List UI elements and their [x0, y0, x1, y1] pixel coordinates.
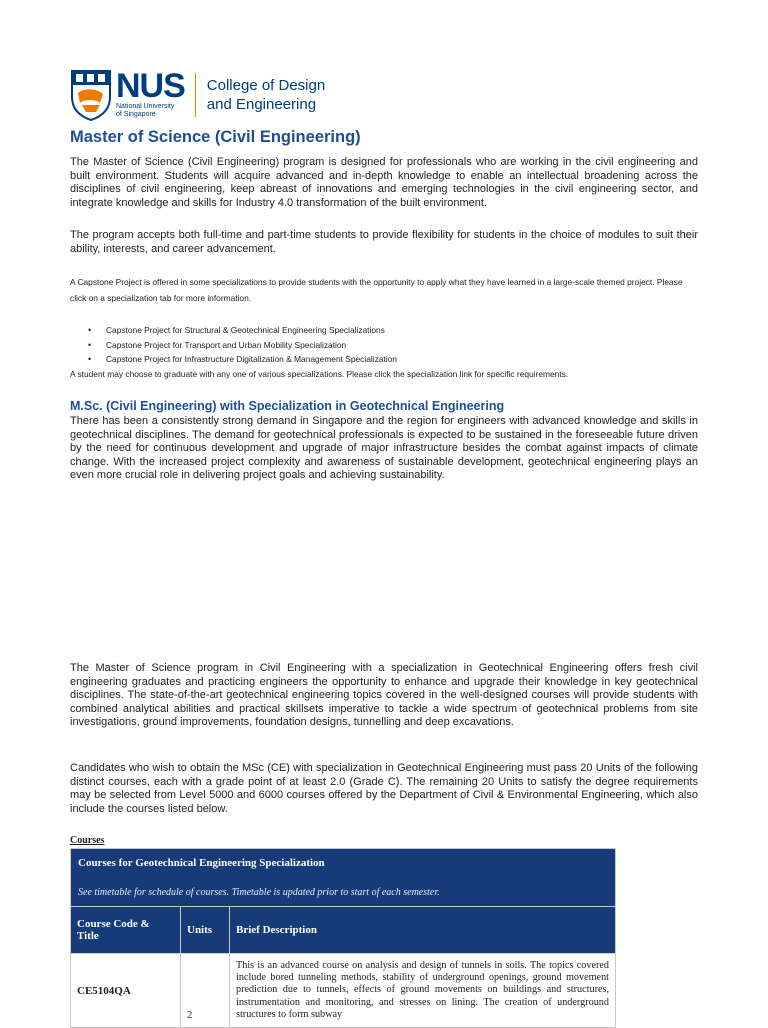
- table-title-row: [71, 849, 616, 907]
- specialization-paragraph-1: There has been a consistently strong demand in Singapore and the region for engineers with advanced knowledge and skills in geotechnical disciplines. The demand for geotechnical professionals is expected to be sustained in the foreseeable future driven by the need for continuous development and upgrade of major infrastructure besides the combat against impacts of climate change. With the increased project complexity and awareness of sustainable development, geotechnical engineering plays an even more crucial role in delivering project goals and achieving sustainability.: [70, 415, 698, 481]
- capstone-link-structural-geotechnical[interactable]: • Capstone Project for Structural & Geotechnical Engineering Specializations: [70, 323, 698, 338]
- table-row: [71, 954, 616, 1028]
- specialization-choice-note: A student may choose to graduate with any one of various specializations. Please click the specialization link for specific requirements.: [70, 369, 569, 379]
- specialization-title: M.Sc. (Civil Engineering) with Specialization in Geotechnical Engineering: [70, 399, 505, 413]
- header-logo[interactable]: [70, 68, 325, 122]
- course-description: This is an advanced course on analysis and design of tunnels in soils. The topics covered include bored tunneling methods, stability of underground openings, ground movement prediction due to tunnels, effects of ground movements on buildings and structures, instrumentation and monitoring, and stresses on lining. The creation of underground structures to form subway: [230, 954, 616, 1028]
- intro-paragraph-1: The Master of Science (Civil Engineering) program is designed for professionals who are working in the civil engineering and built environment. Students will acquire advanced and in-depth knowledge to enable an intellectual broadening across the disciplines of civil engineering, keep abreast of innovations and emerging technologies in the civil engineering sector, and integrate knowledge and skills for Industry 4.0 transformation of the built environment.: [70, 156, 698, 209]
- specialization-paragraph-2: The Master of Science program in Civil Engineering with a specialization in Geotechnical Engineering offers fresh civil engineering graduates and practicing engineers the opportunity to enhance and upgrade their knowledge in key geotechnical disciplines. The state-of-the-art geotechnical engineering topics covered in the well-designed courses will provide students with combined analytical abilities and practical skillsets imperative to tackle a wide spectrum of geotechnical problems from site investigations, ground improvements, foundation designs, tunnelling and deep excavations.: [70, 662, 698, 728]
- intro-paragraph-2: The program accepts both full-time and part-time students to provide flexibility for students in the choice of modules to suit their ability, interests, and career advancement.: [70, 229, 698, 255]
- capstone-link-transport[interactable]: • Capstone Project for Transport and Urban Mobility Specialization: [70, 338, 698, 353]
- nus-subtitle-line1: National University: [116, 103, 175, 110]
- college-line2: and Engineering: [206, 96, 317, 113]
- capstone-list: [70, 323, 698, 367]
- table-timetable-note: See timetable for schedule of courses. Timetable is updated prior to start of each semester.: [78, 887, 440, 898]
- table-title-cell: [71, 849, 616, 907]
- column-header-units: Units: [181, 907, 230, 954]
- nus-crest-icon: [70, 69, 112, 121]
- capstone-link-infrastructure[interactable]: • Capstone Project for Infrastructure Digitalization & Management Specialization: [70, 352, 698, 367]
- courses-table: [70, 848, 616, 1028]
- course-code: CE5104QA: [71, 954, 181, 1028]
- page-title: Master of Science (Civil Engineering): [70, 128, 361, 146]
- nus-wordmark: NUS: [116, 67, 185, 105]
- nus-subtitle-line2: of Singapore: [116, 111, 156, 118]
- table-header-row: [71, 907, 616, 954]
- column-header-code: Course Code & Title: [71, 907, 181, 954]
- capstone-paragraph: A Capstone Project is offered in some specializations to provide students with the opportunity to apply what they have learned in a large-scale themed project. Please click on a specialization tab for more information.: [70, 277, 683, 303]
- table-title: Courses for Geotechnical Engineering Specialization: [78, 857, 325, 869]
- course-units: 2: [181, 954, 230, 1028]
- college-line1: College of Design: [206, 77, 326, 94]
- logo-divider: [195, 73, 196, 117]
- courses-heading: Courses: [70, 835, 105, 846]
- college-name: [207, 76, 325, 114]
- specialization-paragraph-3: Candidates who wish to obtain the MSc (CE) with specialization in Geotechnical Engineering must pass 20 Units of the following distinct courses, each with a grade point of at least 2.0 (Grade C). The remaining 20 Units to satisfy the degree requirements may be selected from Level 5000 and 6000 courses offered by the Department of Civil & Environmental Engineering, which also include the courses listed below.: [70, 762, 698, 815]
- column-header-description: Brief Description: [230, 907, 616, 954]
